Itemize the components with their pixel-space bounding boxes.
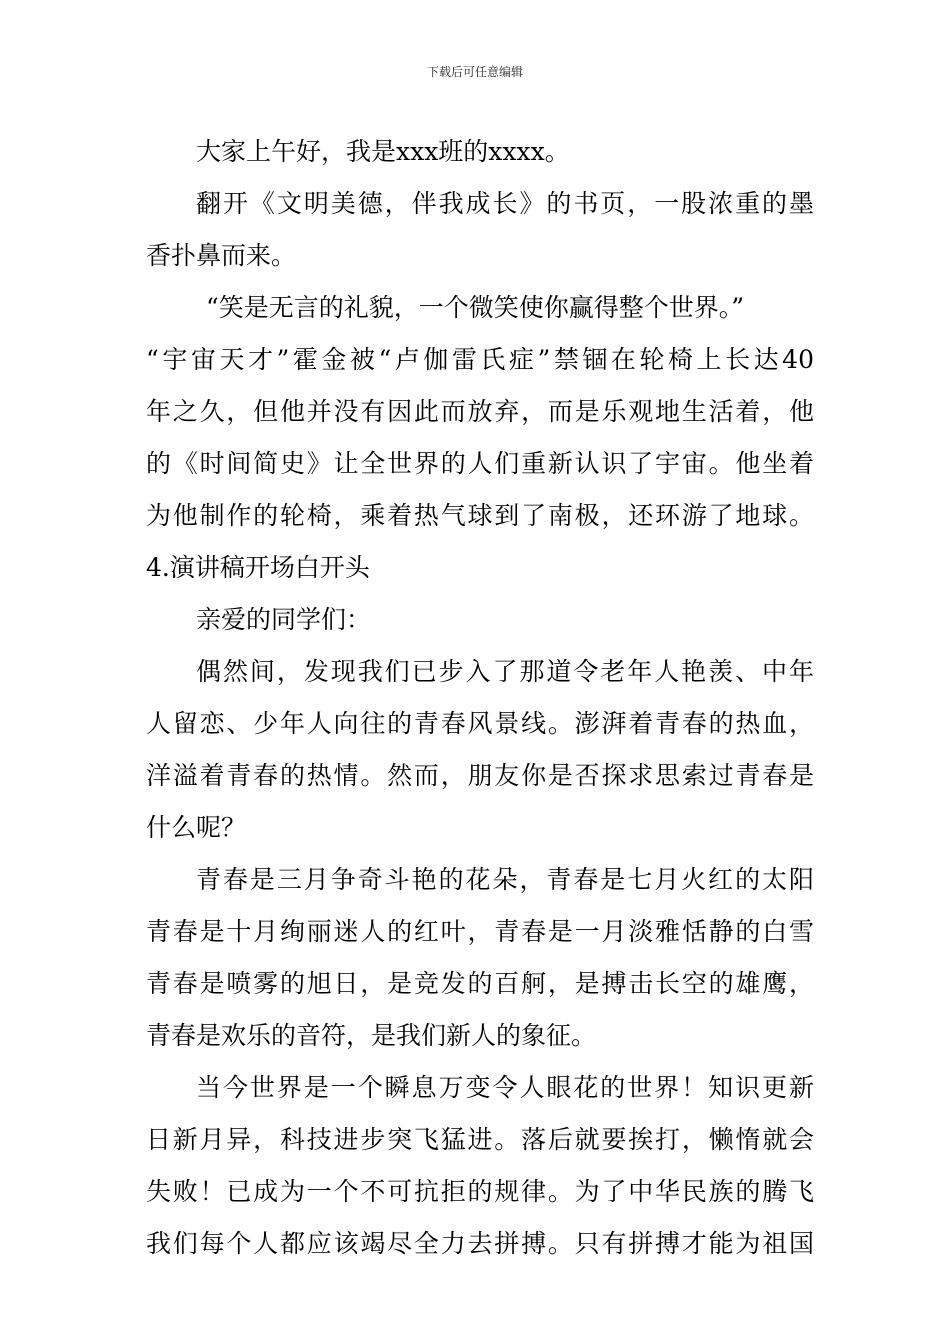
section-heading: 4.演讲稿开场白开头 (146, 553, 370, 582)
greeting-line: 大家上午好，我是xxx班的xxxx。 (196, 137, 570, 166)
paragraph-line: 青春是欢乐的音符，是我们新人的象征。 (146, 1021, 597, 1050)
paragraph-line: 青春是三月争奇斗艳的花朵，青春是七月火红的太阳 (196, 865, 814, 894)
paragraph-line: 年之久，但他并没有因此而放弃，而是乐观地生活着，他 (146, 397, 814, 426)
paragraph-line: 洋溢着青春的热情。然而，朋友你是否探求思索过青春是 (146, 761, 814, 790)
salutation-line: 亲爱的同学们： (196, 605, 372, 634)
paragraph-line: 失败！已成为一个不可抗拒的规律。为了中华民族的腾飞 (146, 1177, 814, 1206)
paragraph-line: 当今世界是一个瞬息万变令人眼花的世界！知识更新 (196, 1073, 814, 1102)
paragraph-line: 香扑鼻而来。 (146, 241, 297, 270)
paragraph-line: 什么呢？ (146, 813, 247, 842)
paragraph-line: 为他制作的轮椅，乘着热气球到了南极，还环游了地球。 (146, 501, 814, 530)
paragraph-line: “宇宙天才”霍金被“卢伽雷氏症”禁锢在轮椅上长达40 (146, 345, 814, 374)
paragraph-line: 的《时间简史》让全世界的人们重新认识了宇宙。他坐着 (146, 449, 814, 478)
paragraph-line: 人留恋、少年人向往的青春风景线。澎湃着青春的热血， (146, 709, 814, 738)
page-header: 下载后可任意编辑 (426, 65, 523, 79)
quote-line: “笑是无言的礼貌，一个微笑使你赢得整个世界。” (206, 293, 745, 322)
document-body (146, 126, 814, 1270)
paragraph-line: 青春是十月绚丽迷人的红叶，青春是一月淡雅恬静的白雪 (146, 917, 814, 946)
paragraph-line: 青春是喷雾的旭日，是竞发的百舸，是搏击长空的雄鹰， (146, 969, 814, 998)
paragraph-line: 我们每个人都应该竭尽全力去拼搏。只有拼搏才能为祖国 (146, 1229, 814, 1258)
paragraph-line: 翻开《文明美德，伴我成长》的书页，一股浓重的墨 (196, 189, 814, 218)
paragraph-line: 偶然间，发现我们已步入了那道令老年人艳羡、中年 (196, 657, 814, 686)
paragraph-line: 日新月异，科技进步突飞猛进。落后就要挨打，懒惰就会 (146, 1125, 814, 1154)
